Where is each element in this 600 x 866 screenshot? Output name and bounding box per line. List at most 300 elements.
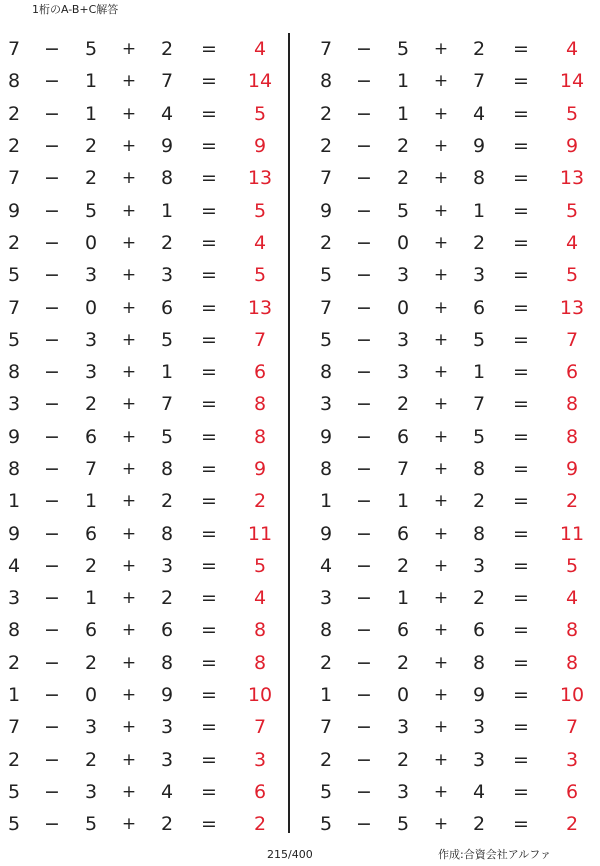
operand-a: 1 [7,490,21,513]
answer-value: 8 [565,393,579,416]
operand-c: 5 [160,425,174,448]
equals-sign: = [201,813,217,836]
equals-sign: = [513,328,529,351]
minus-sign: − [44,813,60,836]
operand-c: 3 [472,554,486,577]
answer-value: 6 [565,361,579,384]
answer-value: 9 [253,458,267,480]
plus-sign: + [433,103,449,124]
operand-a: 5 [319,328,333,351]
operand-b: 5 [84,813,98,836]
operand-c: 6 [160,619,174,642]
operand-c: 7 [160,393,174,416]
operand-a: 5 [319,264,333,287]
operand-b: 3 [396,264,410,287]
equals-sign: = [513,716,529,739]
operand-b: 3 [396,716,410,739]
answer-value: 3 [253,748,267,771]
plus-sign: + [121,71,137,92]
problem-row [0,550,290,582]
operand-a: 5 [319,780,333,803]
answer-value: 4 [565,38,579,61]
operand-c: 1 [160,361,174,384]
operand-c: 9 [160,135,174,158]
plus-sign: + [121,103,137,124]
equals-sign: = [201,264,217,287]
answer-value: 9 [565,458,579,480]
operand-c: 5 [472,425,486,448]
equals-sign: = [201,199,217,222]
problem-row [312,33,600,65]
plus-sign: + [121,329,137,350]
answer-value: 13 [559,167,585,190]
minus-sign: − [356,490,372,513]
operand-c: 3 [472,716,486,739]
plus-sign: + [433,749,449,770]
operand-b: 6 [396,522,410,545]
problem-row [312,65,600,97]
minus-sign: − [356,651,372,674]
plus-sign: + [433,588,449,609]
problem-row [312,227,600,259]
problem-row [0,421,290,453]
plus-sign: + [433,71,449,92]
problem-row [0,130,290,162]
equals-sign: = [201,328,217,351]
problem-row [312,517,600,549]
answer-value: 4 [565,587,579,610]
operand-b: 1 [396,102,410,125]
operand-a: 2 [319,651,333,674]
operand-c: 8 [472,651,486,674]
problem-row [0,33,290,65]
operand-c: 2 [472,490,486,513]
operand-a: 3 [319,587,333,610]
operand-a: 9 [319,522,333,545]
minus-sign: − [44,231,60,254]
answer-value: 4 [253,38,267,61]
equals-sign: = [513,102,529,125]
answer-value: 9 [565,135,579,158]
plus-sign: + [433,652,449,673]
operand-b: 3 [396,780,410,803]
operand-c: 3 [160,264,174,287]
minus-sign: − [44,425,60,448]
equals-sign: = [201,167,217,190]
equals-sign: = [201,587,217,610]
equals-sign: = [201,231,217,254]
answer-value: 2 [565,490,579,513]
answer-value: 4 [253,587,267,610]
answer-value: 7 [565,328,579,351]
minus-sign: − [356,296,372,319]
operand-a: 8 [319,619,333,642]
answer-value: 11 [559,522,585,545]
answer-value: 5 [253,554,267,577]
operand-b: 6 [396,619,410,642]
minus-sign: − [44,199,60,222]
operand-b: 5 [84,38,98,61]
problem-row [0,647,290,679]
plus-sign: + [433,168,449,189]
answer-value: 4 [253,231,267,254]
answer-value: 5 [253,102,267,125]
minus-sign: − [44,393,60,416]
problem-column-left [0,33,290,840]
operand-c: 7 [160,70,174,93]
plus-sign: + [433,781,449,802]
plus-sign: + [121,717,137,738]
problem-row [312,259,600,291]
operand-a: 8 [319,70,333,93]
equals-sign: = [513,458,529,480]
operand-c: 4 [472,102,486,125]
problem-row [312,711,600,743]
equals-sign: = [513,296,529,319]
answer-value: 4 [565,231,579,254]
equals-sign: = [513,684,529,707]
operand-b: 7 [84,458,98,480]
plus-sign: + [433,555,449,576]
operand-c: 5 [472,328,486,351]
operand-b: 2 [84,554,98,577]
equals-sign: = [201,70,217,93]
operand-a: 8 [7,361,21,384]
plus-sign: + [121,781,137,802]
equals-sign: = [513,70,529,93]
plus-sign: + [121,200,137,221]
operand-b: 3 [84,264,98,287]
operand-a: 7 [7,296,21,319]
minus-sign: − [356,813,372,836]
operand-b: 0 [396,296,410,319]
equals-sign: = [513,522,529,545]
operand-b: 2 [84,651,98,674]
operand-a: 5 [319,813,333,836]
minus-sign: − [44,684,60,707]
answer-value: 5 [565,264,579,287]
equals-sign: = [513,587,529,610]
operand-c: 8 [160,522,174,545]
operand-a: 9 [7,425,21,448]
plus-sign: + [433,329,449,350]
plus-sign: + [433,232,449,253]
operand-c: 4 [160,102,174,125]
equals-sign: = [513,264,529,287]
problem-row [312,421,600,453]
operand-b: 2 [84,393,98,416]
answer-value: 8 [253,651,267,674]
operand-a: 1 [319,490,333,513]
answer-value: 8 [565,425,579,448]
operand-b: 3 [84,780,98,803]
minus-sign: − [356,716,372,739]
answer-value: 5 [253,199,267,222]
minus-sign: − [44,102,60,125]
answer-value: 6 [253,780,267,803]
problem-row [312,453,600,485]
problem-row [0,388,290,420]
operand-c: 3 [472,748,486,771]
minus-sign: − [356,102,372,125]
minus-sign: − [44,748,60,771]
operand-a: 9 [7,522,21,545]
equals-sign: = [513,813,529,836]
minus-sign: − [44,619,60,642]
operand-c: 6 [160,296,174,319]
operand-c: 2 [160,587,174,610]
operand-c: 8 [160,651,174,674]
operand-a: 8 [319,458,333,480]
problem-row [312,776,600,808]
operand-b: 3 [396,361,410,384]
problem-row [0,679,290,711]
operand-a: 2 [319,102,333,125]
operand-b: 0 [396,684,410,707]
minus-sign: − [356,554,372,577]
equals-sign: = [201,361,217,384]
problem-row [0,776,290,808]
problem-row [0,259,290,291]
minus-sign: − [44,361,60,384]
problem-column-right [312,33,600,840]
plus-sign: + [433,362,449,383]
equals-sign: = [513,748,529,771]
operand-c: 7 [472,393,486,416]
answer-value: 11 [247,522,273,545]
problem-row [312,614,600,646]
operand-c: 3 [160,716,174,739]
operand-a: 2 [7,748,21,771]
operand-c: 6 [472,619,486,642]
minus-sign: − [44,651,60,674]
minus-sign: − [44,522,60,545]
operand-c: 4 [160,780,174,803]
answer-value: 7 [565,716,579,739]
operand-b: 2 [396,651,410,674]
equals-sign: = [513,38,529,61]
problem-row [0,744,290,776]
problem-row [312,808,600,840]
equals-sign: = [201,748,217,771]
answer-value: 7 [253,716,267,739]
equals-sign: = [513,231,529,254]
minus-sign: − [44,490,60,513]
plus-sign: + [121,297,137,318]
operand-a: 2 [319,135,333,158]
operand-c: 9 [472,684,486,707]
minus-sign: − [44,135,60,158]
answer-value: 6 [565,780,579,803]
operand-c: 2 [472,231,486,254]
minus-sign: − [44,296,60,319]
plus-sign: + [121,555,137,576]
equals-sign: = [513,490,529,513]
operand-a: 8 [7,458,21,480]
answer-value: 5 [565,199,579,222]
problem-row [312,582,600,614]
operand-a: 4 [7,554,21,577]
plus-sign: + [121,523,137,544]
operand-b: 2 [84,748,98,771]
operand-a: 7 [7,167,21,190]
plus-sign: + [433,200,449,221]
minus-sign: − [44,458,60,480]
operand-b: 1 [396,70,410,93]
operand-b: 6 [84,619,98,642]
operand-c: 1 [472,199,486,222]
answer-value: 10 [559,684,585,707]
operand-c: 3 [160,554,174,577]
problem-row [0,227,290,259]
minus-sign: − [356,199,372,222]
operand-a: 5 [7,813,21,836]
operand-b: 0 [396,231,410,254]
operand-a: 8 [7,70,21,93]
operand-c: 2 [472,587,486,610]
problem-row [312,679,600,711]
plus-sign: + [121,426,137,447]
answer-value: 8 [253,393,267,416]
answer-value: 13 [247,296,273,319]
problem-row [0,194,290,226]
answer-value: 10 [247,684,273,707]
problem-row [0,485,290,517]
operand-c: 8 [160,458,174,480]
answer-value: 14 [247,70,273,93]
minus-sign: − [356,393,372,416]
operand-a: 2 [7,102,21,125]
plus-sign: + [433,814,449,835]
operand-c: 4 [472,780,486,803]
minus-sign: − [356,748,372,771]
page-number: 215/400 [267,848,313,861]
minus-sign: − [356,619,372,642]
minus-sign: − [356,135,372,158]
plus-sign: + [433,523,449,544]
operand-a: 2 [7,651,21,674]
operand-c: 2 [160,490,174,513]
operand-c: 3 [160,748,174,771]
plus-sign: + [433,717,449,738]
plus-sign: + [121,749,137,770]
plus-sign: + [433,459,449,479]
answer-value: 2 [565,813,579,836]
operand-a: 8 [7,619,21,642]
operand-b: 6 [84,522,98,545]
equals-sign: = [201,102,217,125]
problem-row [0,324,290,356]
answer-value: 5 [253,264,267,287]
problem-row [312,130,600,162]
answer-value: 13 [247,167,273,190]
operand-a: 3 [7,393,21,416]
plus-sign: + [433,297,449,318]
minus-sign: − [356,587,372,610]
problem-row [0,291,290,323]
operand-a: 9 [319,425,333,448]
plus-sign: + [121,394,137,415]
operand-a: 7 [319,38,333,61]
answer-value: 8 [253,425,267,448]
equals-sign: = [201,716,217,739]
plus-sign: + [433,265,449,286]
problem-row [312,550,600,582]
minus-sign: − [44,554,60,577]
minus-sign: − [44,167,60,190]
problem-row [0,711,290,743]
operand-b: 1 [84,587,98,610]
plus-sign: + [433,426,449,447]
plus-sign: + [121,652,137,673]
plus-sign: + [121,362,137,383]
operand-a: 7 [319,296,333,319]
plus-sign: + [121,168,137,189]
minus-sign: − [356,70,372,93]
operand-a: 2 [7,135,21,158]
answer-value: 7 [253,328,267,351]
minus-sign: − [44,780,60,803]
equals-sign: = [201,684,217,707]
operand-c: 2 [472,813,486,836]
operand-a: 7 [319,167,333,190]
equals-sign: = [513,135,529,158]
operand-c: 2 [472,38,486,61]
operand-a: 1 [7,684,21,707]
plus-sign: + [433,39,449,60]
minus-sign: − [44,587,60,610]
plus-sign: + [121,459,137,479]
operand-a: 1 [319,684,333,707]
minus-sign: − [44,328,60,351]
operand-c: 9 [160,684,174,707]
minus-sign: − [44,38,60,61]
answer-value: 3 [565,748,579,771]
operand-b: 1 [84,102,98,125]
plus-sign: + [121,588,137,609]
equals-sign: = [201,651,217,674]
minus-sign: − [356,167,372,190]
operand-b: 1 [84,490,98,513]
equals-sign: = [201,780,217,803]
operand-c: 2 [160,38,174,61]
operand-a: 7 [319,716,333,739]
operand-c: 1 [160,199,174,222]
operand-b: 2 [84,135,98,158]
minus-sign: − [356,522,372,545]
problem-row [312,324,600,356]
plus-sign: + [121,491,137,512]
operand-b: 1 [84,70,98,93]
equals-sign: = [201,135,217,158]
operand-b: 2 [396,135,410,158]
minus-sign: − [356,38,372,61]
equals-sign: = [201,458,217,480]
plus-sign: + [121,620,137,641]
operand-b: 5 [396,199,410,222]
problem-row [0,65,290,97]
operand-a: 3 [319,393,333,416]
equals-sign: = [513,619,529,642]
operand-b: 0 [84,684,98,707]
operand-a: 9 [7,199,21,222]
minus-sign: − [44,70,60,93]
equals-sign: = [513,167,529,190]
equals-sign: = [201,425,217,448]
equals-sign: = [513,554,529,577]
minus-sign: − [356,361,372,384]
operand-a: 7 [7,716,21,739]
